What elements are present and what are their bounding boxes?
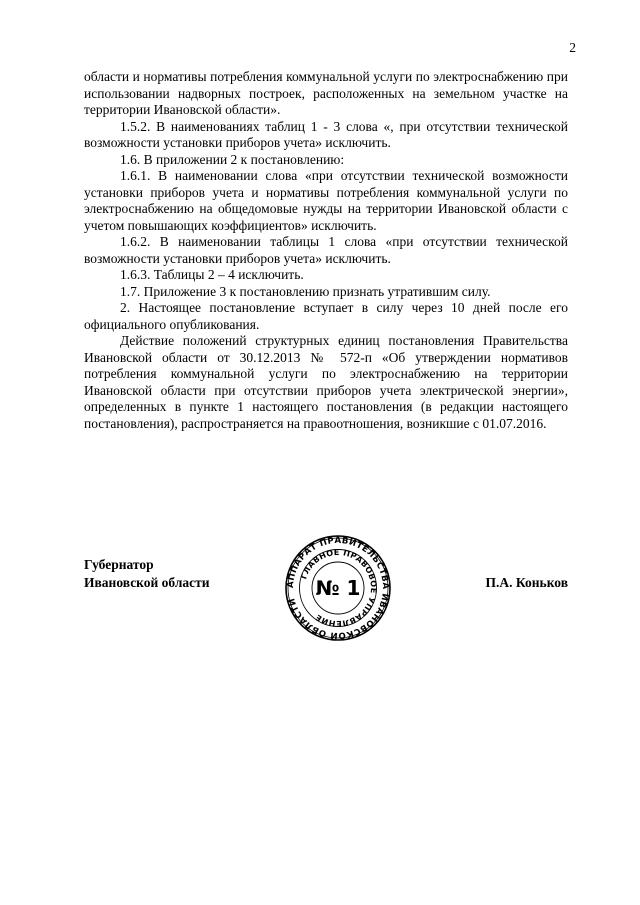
paragraph: Действие положений структурных единиц постановления Правительства Ивановской области от 30.12.2013 № 572-п «Об утверждении нормативов потребления коммунальной услуги по электроснабжению на территории Ивановской области при отсутствии приборов учета электрической энергии», определенных в пункте 1 настоящего постановления (в редакции настоящего постановления), распространяется на правоотношения, возникшие с 01.07.2016. [84,333,568,431]
position-line: Ивановской области [84,575,210,590]
seal-number: № 1 [315,576,361,600]
paragraph: области и нормативы потребления коммунальной услуги по электроснабжению при использовании надворных построек, расположенных на земельном участке на территории Ивановской области». [84,69,568,117]
paragraph: 1.6.1. В наименовании слова «при отсутствии технической возможности установки приборов учета и нормативы потребления коммунальной услуги по электроснабжению на общедомовые нужды на территории Ивановской области с учетом повышающих коэффициентов» исключить. [84,168,568,233]
signatory-position [84,556,210,592]
seal-inner-text: ГЛАВНОЕ ПРАВОВОЕ УПРАВЛЕНИЕ [299,547,379,629]
position-line: Губернатор [84,557,154,572]
official-seal [284,534,392,642]
paragraph: 1.6.3. Таблицы 2 – 4 исключить. [120,267,304,282]
page-number: 2 [569,40,576,55]
document-body [84,69,568,432]
paragraph: 1.5.2. В наименованиях таблиц 1 - 3 слова «, при отсутствии технической возможности установки приборов учета» исключить. [84,118,568,150]
paragraph: 1.6. В приложении 2 к постановлению: [120,151,345,167]
paragraph: 1.6.2. В наименовании таблицы 1 слова «при отсутствии технической возможности установки приборов учета» исключить. [84,234,568,266]
signatory-name: П.А. Коньков [485,575,568,590]
seal-outer-text: АППАРАТ ПРАВИТЕЛЬСТВА ИВАНОВСКОЙ ОБЛАСТИ [285,535,391,641]
paragraph: 1.7. Приложение 3 к постановлению признать утратившим силу. [120,283,491,299]
paragraph: 2. Настоящее постановление вступает в силу через 10 дней после его официального опубликования. [84,300,568,332]
